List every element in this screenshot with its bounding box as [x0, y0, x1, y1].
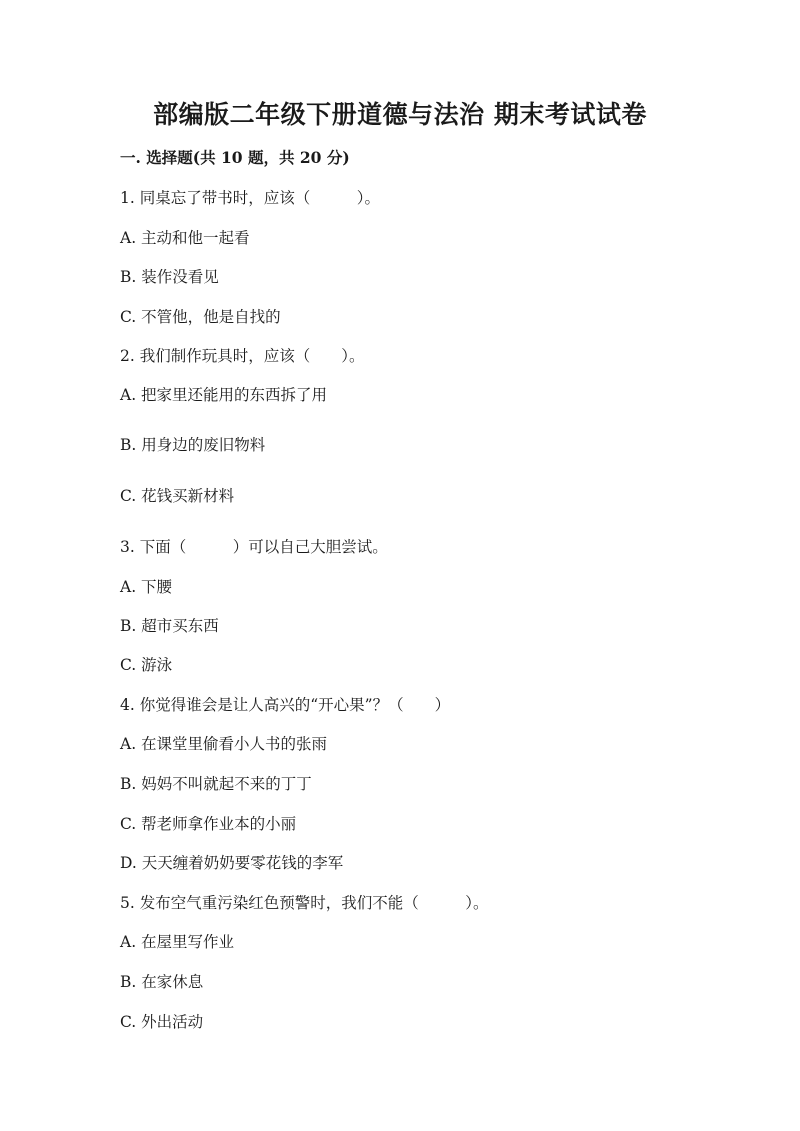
option-4c: C. 帮老师拿作业本的小丽: [120, 815, 297, 833]
question-1: 1. 同桌忘了带书时，应该（ ）。: [120, 189, 380, 207]
question-2: 2. 我们制作玩具时，应该（ ）。: [120, 347, 365, 365]
option-1a: A. 主动和他一起看: [120, 229, 250, 247]
option-3c: C. 游泳: [120, 656, 173, 674]
option-3b: B. 超市买东西: [120, 617, 219, 635]
option-3a: A. 下腰: [120, 578, 173, 596]
option-5c: C. 外出活动: [120, 1013, 204, 1031]
question-4: 4. 你觉得谁会是让人高兴的“开心果”？（ ）: [120, 696, 451, 714]
option-2b: B. 用身边的废旧物料: [120, 436, 266, 454]
option-1c: C. 不管他，他是自找的: [120, 308, 281, 326]
option-4d: D. 天天缠着奶奶要零花钱的李军: [120, 854, 344, 872]
option-2c: C. 花钱买新材料: [120, 487, 235, 505]
option-5a: A. 在屋里写作业: [120, 933, 235, 951]
option-2a: A. 把家里还能用的东西拆了用: [120, 386, 328, 404]
option-4b: B. 妈妈不叫就起不来的丁丁: [120, 775, 312, 793]
option-5b: B. 在家休息: [120, 973, 204, 991]
question-5: 5. 发布空气重污染红色预警时，我们不能（ ）。: [120, 894, 489, 912]
question-3: 3. 下面（ ）可以自己大胆尝试。: [120, 538, 388, 556]
option-1b: B. 装作没看见: [120, 268, 219, 286]
page-title: 部编版二年级下册道德与法治 期末考试试卷: [153, 100, 647, 129]
option-4a: A. 在课堂里偷看小人书的张雨: [120, 735, 328, 753]
section-heading: 一. 选择题(共 10 题，共 20 分): [120, 148, 350, 167]
